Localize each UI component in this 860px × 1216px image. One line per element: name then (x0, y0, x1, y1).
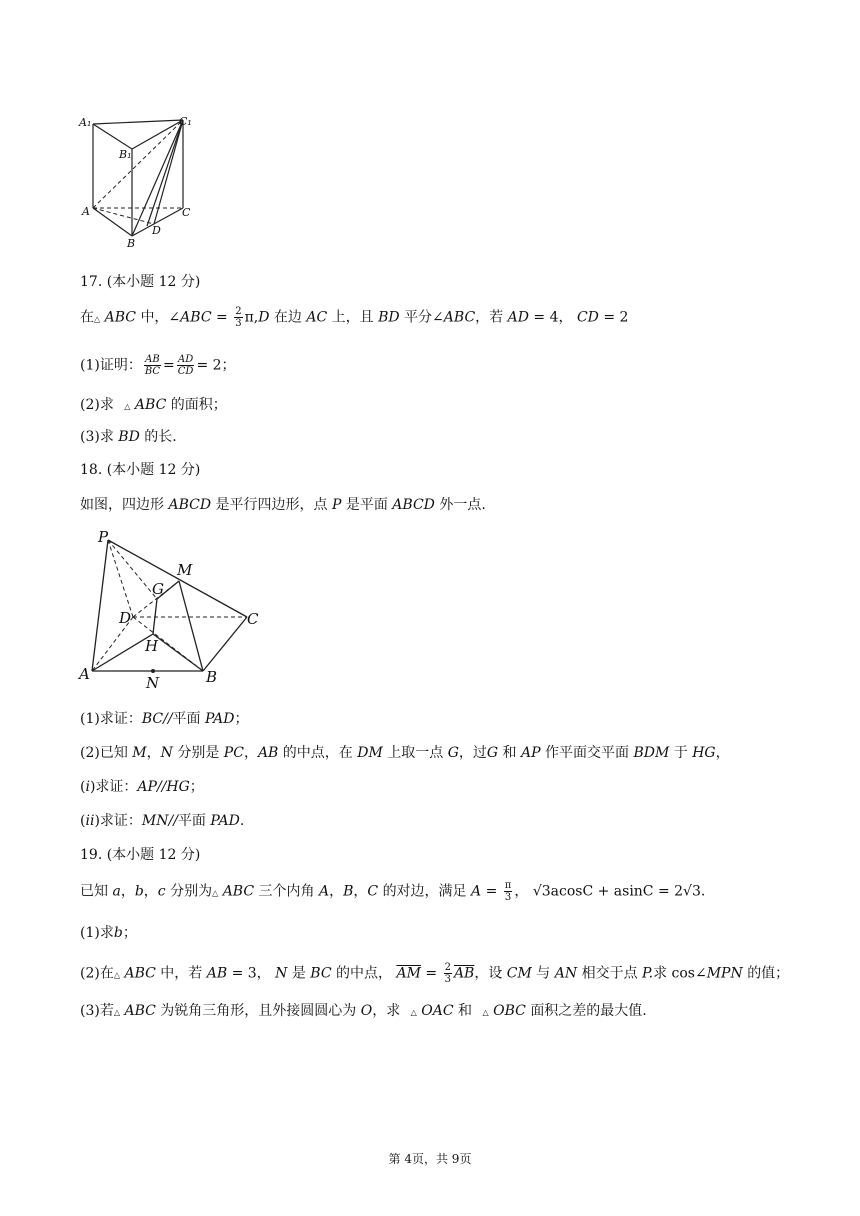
label-G: G (152, 580, 164, 598)
q19-part3: (3)若△ ABC 为锐角三角形，且外接圆圆心为 O，求 △ OAC 和 △ OBC 面积之差的最大值. (80, 1003, 647, 1019)
point-N (151, 669, 155, 673)
q18-part2-ii: (ii)求证：MN//平面 PAD. (80, 813, 245, 829)
q19-part1: (1)求b； (80, 925, 137, 941)
label-C: C (247, 610, 259, 628)
label-A1: A₁ (79, 116, 92, 129)
label-B: B (206, 668, 218, 686)
label-A: A (82, 205, 90, 218)
q17-part3: (3)求 BD 的长. (80, 429, 177, 445)
label-P: P (98, 528, 109, 546)
page-footer: 第 4页，共 9页 (388, 1152, 472, 1166)
q18-part1: (1)求证：BC//平面 PAD； (80, 711, 249, 727)
label-D: D (152, 224, 161, 237)
label-B: B (127, 237, 136, 250)
q19-header: 19. (本小题 12 分) (80, 847, 201, 863)
label-C: C (182, 206, 191, 219)
prism-figure (75, 112, 205, 252)
label-C1: C₁ (179, 115, 192, 128)
pyramid-figure (75, 525, 275, 695)
q17-header: 17. (本小题 12 分) (80, 274, 201, 290)
q19-part2: (2)在△ ABC 中，若 AB = 3， N 是 BC 的中点， $\overline{AM}$ = $\frac{2}{3}$ $\overline{AB}$，设 CM 与 AN 相交于点 P.求 cos∠MPN 的值； (80, 962, 790, 985)
q17-part2: (2)求 △ ABC 的面积； (80, 397, 227, 413)
q18-part2-i: (i)求证：AP//HG； (80, 779, 204, 795)
q17-part1: (1)证明： $\frac{AB}{BC}$ = $\frac{AD}{CD}$ = 2； (80, 354, 236, 377)
q18-stem: 如图，四边形 ABCD 是平行四边形，点 P 是平面 ABCD 外一点. (80, 497, 486, 513)
label-D: D (119, 609, 132, 627)
label-N: N (146, 674, 160, 692)
label-M: M (177, 561, 193, 579)
label-H: H (145, 637, 159, 655)
label-B1: B₁ (119, 148, 132, 161)
q18-header: 18. (本小题 12 分) (80, 462, 201, 478)
label-A: A (79, 665, 90, 683)
q18-part2: (2)已知 M，N 分别是 PC，AB 的中点，在 DM 上取一点 G，过G 和 AP 作平面交平面 BDM 于 HG， (80, 745, 730, 761)
q17-stem: 在△ ABC 中，∠ABC = $\frac{2}{3}$ π,D 在边 AC 上，且 BD 平分∠ABC，若 AD = 4， CD = 2 (80, 306, 629, 329)
q19-stem: 已知 a，b，c 分别为△ ABC 三个内角 A，B，C 的对边，满足 A = $\frac{\pi}{3}$ ， √3acosC + asinC = 2√3. (80, 880, 706, 903)
